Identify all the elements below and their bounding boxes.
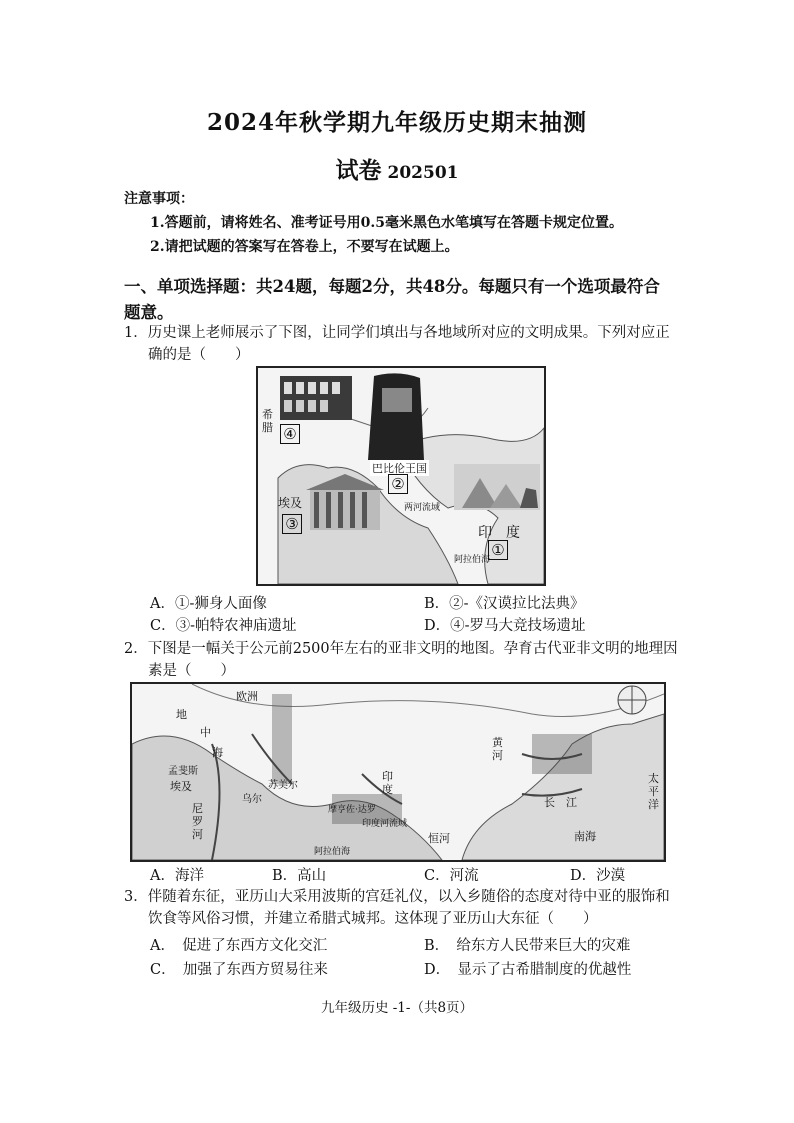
section-heading-line1: 一、单项选择题：共24题，每题2分，共48分。每题只有一个选项最符合: [124, 277, 660, 296]
question-2: [124, 638, 684, 682]
question-2-line2: 素是（ ）: [148, 663, 235, 679]
map1-marker-4: ④: [280, 424, 300, 444]
map1-label-arabia: 阿拉伯海: [454, 555, 491, 565]
question-1-map: [256, 366, 546, 586]
map1-marker-2: ②: [388, 474, 408, 494]
map1-label-greece: 希腊: [262, 408, 273, 434]
map1-marker-1: ①: [488, 540, 508, 560]
question-3-option-b: B． 给东方人民带来巨大的灾难: [424, 938, 631, 954]
map2-label-mohenjo: 摩亨佐·达罗: [328, 805, 376, 815]
map2-label-nile: 尼罗河: [192, 802, 203, 841]
question-1-line2: 确的是（ ）: [148, 347, 250, 363]
map2-label-pacific: 太平洋: [648, 772, 659, 811]
map2-label-indus: 印度河流域: [362, 819, 408, 829]
question-2-option-a: A．海洋: [150, 868, 204, 884]
map2-label-egypt: 埃及: [170, 780, 192, 793]
map1-label-mesopotamia: 两河流域: [404, 503, 441, 513]
question-3-line1: 3．伴随着东征，亚历山大采用波斯的宫廷礼仪，以入乡随俗的态度对待中亚的服饰和: [124, 889, 670, 905]
question-2-map: [130, 682, 666, 862]
map2-label-di: 地: [176, 708, 187, 721]
question-2-option-c: C．河流: [424, 868, 479, 884]
paper-code: 202501: [387, 163, 459, 183]
question-3-line2: 饮食等风俗习惯，并建立希腊式城邦。这体现了亚历山大东征（ ）: [148, 911, 598, 927]
question-2-option-b: B．高山: [272, 868, 327, 884]
section-heading-line2: 题意。: [124, 303, 174, 322]
map1-label-egypt: 埃及: [278, 496, 303, 510]
map2-label-memphis: 孟斐斯: [168, 766, 198, 777]
notice-item-1: 1.答题前，请将姓名、准考证号用0.5毫米黑色水笔填写在答题卡规定位置。: [150, 215, 623, 231]
map2-label-south-sea: 南海: [574, 830, 596, 843]
page-subtitle: [0, 152, 794, 185]
sphinx-image: [454, 464, 540, 510]
notice-heading: 注意事项：: [124, 191, 194, 207]
map2-label-ur: 乌尔: [242, 794, 262, 805]
map2-label-zhong: 中: [200, 726, 211, 739]
map1-label-babylon: 巴比伦王国: [372, 462, 427, 475]
colosseum-image: [280, 376, 352, 420]
map2-label-europe: 欧洲: [236, 690, 258, 703]
notice-item-2: 2.请把试题的答案写在答卷上，不要写在试题上。: [150, 239, 459, 255]
map2-label-ganges: 恒河: [428, 832, 450, 845]
code-stele-image: [368, 373, 424, 460]
map2-label-yellow: 黄河: [492, 736, 503, 762]
question-1-option-c: C．③-帕特农神庙遗址: [150, 618, 297, 634]
page-title: 2024年秋学期九年级历史期末抽测: [206, 109, 587, 136]
question-1-option-b: B．②-《汉谟拉比法典》: [424, 596, 585, 612]
question-3-option-d: D． 显示了古希腊制度的优越性: [424, 962, 632, 978]
subtitle-text: 试卷: [335, 157, 382, 184]
question-2-option-d: D．沙漠: [570, 868, 626, 884]
question-3: [124, 886, 684, 930]
map2-label-yangtze: 长 江: [544, 796, 577, 809]
map2-label-arabia: 阿拉伯海: [314, 847, 351, 857]
question-3-option-a: A． 促进了东西方文化交汇: [150, 938, 328, 954]
question-1-option-a: A．①-狮身人面像: [150, 596, 267, 612]
question-1-line1: 1．历史课上老师展示了下图，让同学们填出与各地域所对应的文明成果。下列对应正: [124, 325, 670, 341]
question-3-option-c: C． 加强了东西方贸易往来: [150, 962, 328, 978]
map1-marker-3: ③: [282, 514, 302, 534]
map2-label-hai: 海: [212, 746, 223, 759]
page-footer: 九年级历史 -1-（共8页）: [320, 1000, 474, 1016]
map1-label-india: 印 度: [478, 525, 520, 541]
question-2-line1: 2．下图是一幅关于公元前2500年左右的亚非文明的地图。孕育古代亚非文明的地理因: [124, 641, 678, 657]
question-1-option-d: D．④-罗马大竞技场遗址: [424, 618, 586, 634]
map2-label-india: 印度: [382, 770, 393, 796]
section-heading: [124, 274, 684, 326]
map2-label-sumer: 苏美尔: [268, 780, 298, 791]
question-1: [124, 322, 684, 366]
